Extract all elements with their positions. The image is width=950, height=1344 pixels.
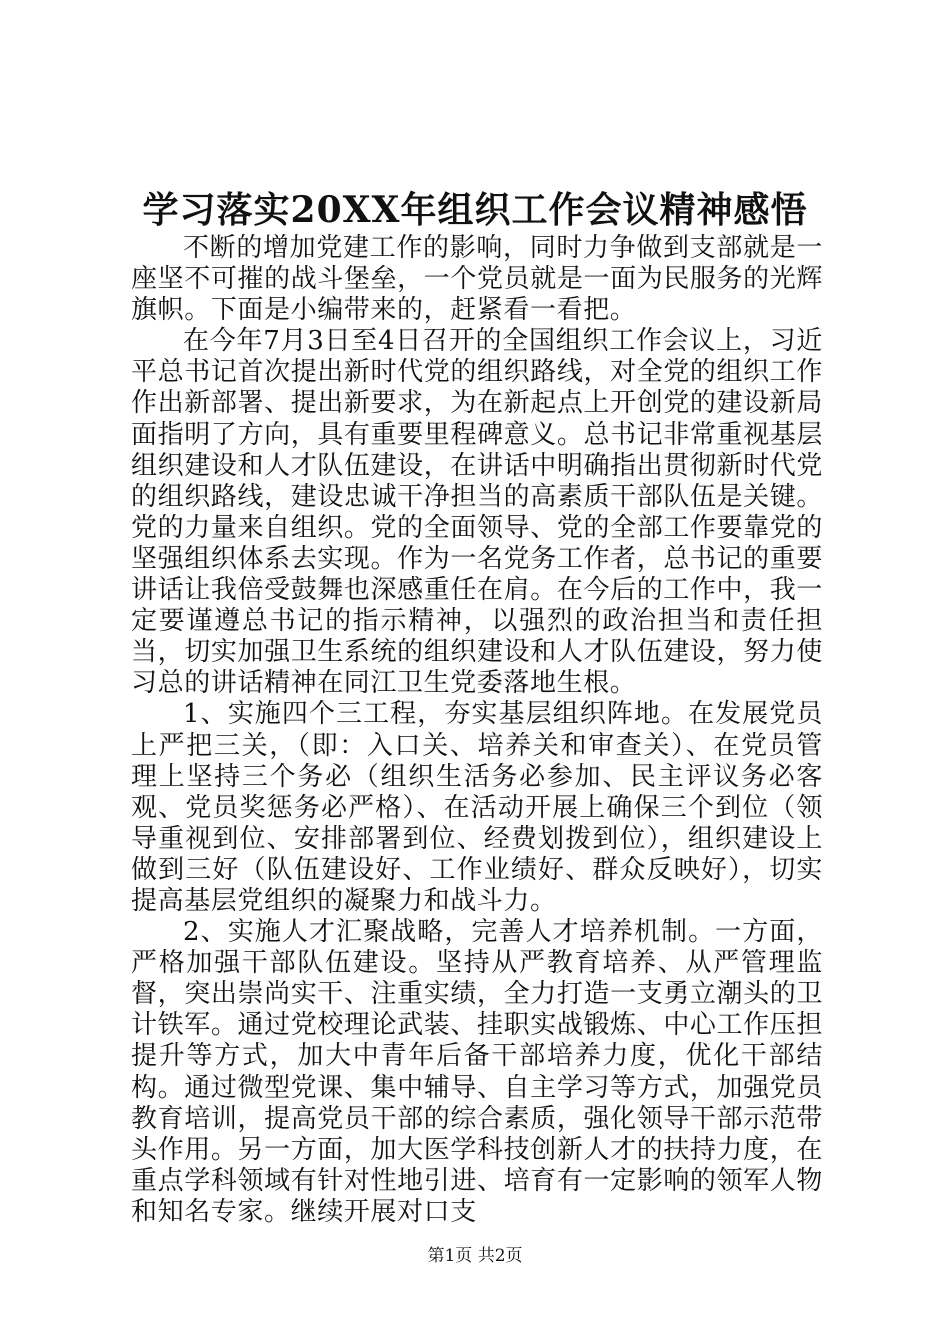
paragraph-intro: 不断的增加党建工作的影响，同时力争做到支部就是一座坚不可摧的战斗堡垒，一个党员就是一面为民服务的光辉旗帜。下面是小编带来的，赶紧看一看把。 <box>131 233 823 326</box>
paragraph-point-1: 1、实施四个三工程，夯实基层组织阵地。在发展党员上严把三关，（即：入口关、培养关和审查关）、在党员管理上坚持三个务必（组织生活务必参加、民主评议务必客观、党员奖惩务必严格）、在活动开展上确保三个到位（领导重视到位、安排部署到位、经费划拨到位），组织建设上做到三好（队伍建设好、工作业绩好、群众反映好），切实提高基层党组织的凝聚力和战斗力。 <box>131 699 823 916</box>
document-body <box>131 233 823 1228</box>
document-title: 学习落实20XX年组织工作会议精神感悟 <box>142 189 808 231</box>
paragraph-meeting: 在今年7月3日至4日召开的全国组织工作会议上，习近平总书记首次提出新时代党的组织路线，对全党的组织工作作出新部署、提出新要求，为在新起点上开创党的建设新局面指明了方向，具有重要里程碑意义。总书记非常重视基层组织建设和人才队伍建设，在讲话中明确指出贯彻新时代党的组织路线，建设忠诚干净担当的高素质干部队伍是关键。党的力量来自组织。党的全面领导、党的全部工作要靠党的坚强组织体系去实现。作为一名党务工作者，总书记的重要讲话让我倍受鼓舞也深感重任在肩。在今后的工作中，我一定要谨遵总书记的指示精神，以强烈的政治担当和责任担当，切实加强卫生系统的组织建设和人才队伍建设，努力使习总的讲话精神在同江卫生党委落地生根。 <box>131 326 823 699</box>
paragraph-point-2: 2、实施人才汇聚战略，完善人才培养机制。一方面，严格加强干部队伍建设。坚持从严教育培养、从严管理监督，突出崇尚实干、注重实绩，全力打造一支勇立潮头的卫计铁军。通过党校理论武装、挂职实战锻炼、中心工作压担提升等方式，加大中青年后备干部培养力度，优化干部结构。通过微型党课、集中辅导、自主学习等方式，加强党员教育培训，提高党员干部的综合素质，强化领导干部示范带头作用。另一方面，加大医学科技创新人才的扶持力度，在重点学科领域有针对性地引进、培育有一定影响的领军人物和知名专家。继续开展对口支 <box>131 917 823 1227</box>
page-footer: 第1页 共2页 <box>427 1246 523 1266</box>
